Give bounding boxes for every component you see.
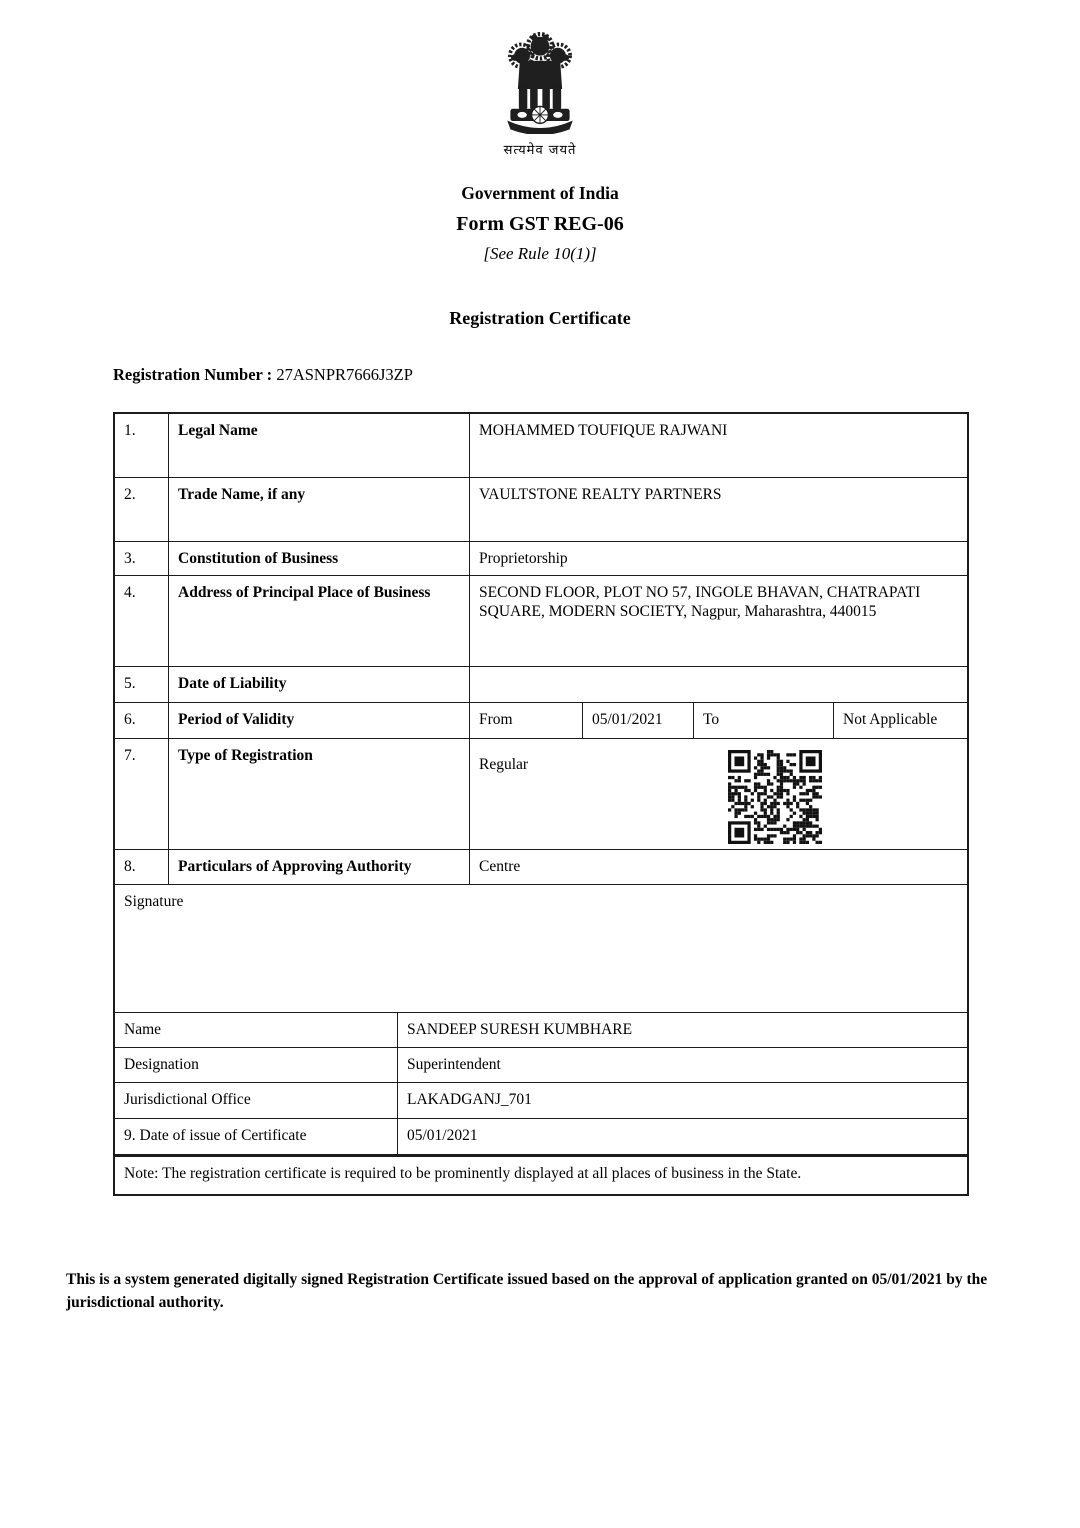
row-number: 8. <box>115 850 169 884</box>
table-row-signature <box>115 885 967 1013</box>
table-row-type-of-registration <box>115 739 967 850</box>
table-row-address <box>115 576 967 667</box>
registration-type-cell <box>470 739 967 849</box>
registration-table <box>113 412 969 1196</box>
table-row-period-of-validity <box>115 703 967 739</box>
rule-reference: [See Rule 10(1)] <box>483 244 597 263</box>
table-row-officer-designation <box>115 1048 967 1083</box>
row-label: Trade Name, if any <box>169 478 470 541</box>
registration-number-line <box>113 365 1080 385</box>
registration-type-value: Regular <box>479 756 529 773</box>
row-number: 3. <box>115 542 169 575</box>
officer-name-label: Name <box>115 1013 398 1047</box>
row-label: Constitution of Business <box>169 542 470 575</box>
government-title: Government of India <box>461 183 619 203</box>
constitution-value: Proprietorship <box>479 550 568 567</box>
jurisdictional-office-value: LAKADGANJ_701 <box>407 1091 532 1108</box>
table-row-jurisdictional-office <box>115 1083 967 1119</box>
validity-to-label: To <box>694 703 834 738</box>
table-row-date-of-issue <box>115 1119 967 1155</box>
row-number: 7. <box>115 739 169 849</box>
row-label: Address of Principal Place of Business <box>169 576 470 666</box>
footer-disclaimer: This is a system generated digitally signed Registration Certificate issued based on the approval of application granted on 05/01/2021 by the jurisdictional authority. <box>66 1271 988 1312</box>
qr-code <box>728 750 822 844</box>
date-of-issue-value: 05/01/2021 <box>407 1127 478 1144</box>
table-row-legal-name <box>115 414 967 478</box>
row-number: 1. <box>115 414 169 477</box>
table-row-constitution <box>115 542 967 576</box>
trade-name-value: VAULTSTONE REALTY PARTNERS <box>479 486 722 503</box>
date-of-issue-label: 9. Date of issue of Certificate <box>115 1119 398 1154</box>
row-number: 2. <box>115 478 169 541</box>
emblem-motto: सत्यमेव जयते <box>503 143 577 158</box>
table-row-officer-name <box>115 1013 967 1048</box>
table-row-approving-authority <box>115 850 967 885</box>
certificate-title: Registration Certificate <box>449 308 631 328</box>
table-row-note <box>115 1155 967 1194</box>
validity-cells <box>470 703 967 738</box>
row-label: Date of Liability <box>169 667 470 702</box>
registration-number-label: Registration Number : <box>113 365 273 384</box>
form-title: Form GST REG-06 <box>456 213 624 235</box>
row-label: Type of Registration <box>169 739 470 849</box>
officer-name-value: SANDEEP SURESH KUMBHARE <box>407 1021 633 1038</box>
jurisdictional-office-label: Jurisdictional Office <box>115 1083 398 1118</box>
certificate-header <box>0 0 1080 264</box>
table-row-trade-name <box>115 478 967 542</box>
address-value: SECOND FLOOR, PLOT NO 57, INGOLE BHAVAN, CHATRAPATI SQUARE, MODERN SOCIETY, Nagpur, Maharashtra, 440015 <box>479 584 921 621</box>
row-number: 4. <box>115 576 169 666</box>
officer-designation-label: Designation <box>115 1048 398 1082</box>
table-row-date-of-liability <box>115 667 967 703</box>
india-national-emblem-icon <box>493 30 587 158</box>
validity-to-value: Not Applicable <box>843 711 938 728</box>
registration-number-value: 27ASNPR7666J3ZP <box>276 365 413 384</box>
row-label: Legal Name <box>169 414 470 477</box>
row-number: 5. <box>115 667 169 702</box>
row-label: Particulars of Approving Authority <box>169 850 470 884</box>
row-number: 6. <box>115 703 169 738</box>
signature-cell: Signature <box>124 893 184 910</box>
validity-from-date: 05/01/2021 <box>583 703 694 738</box>
note-text: Note: The registration certificate is required to be prominently displayed at all places of business in the State. <box>124 1165 802 1182</box>
legal-name-value: MOHAMMED TOUFIQUE RAJWANI <box>479 422 728 439</box>
date-of-liability-value <box>470 667 967 702</box>
officer-designation-value: Superintendent <box>407 1056 501 1073</box>
validity-from-label: From <box>470 703 583 738</box>
row-label: Period of Validity <box>169 703 470 738</box>
approving-authority-value: Centre <box>479 858 521 875</box>
